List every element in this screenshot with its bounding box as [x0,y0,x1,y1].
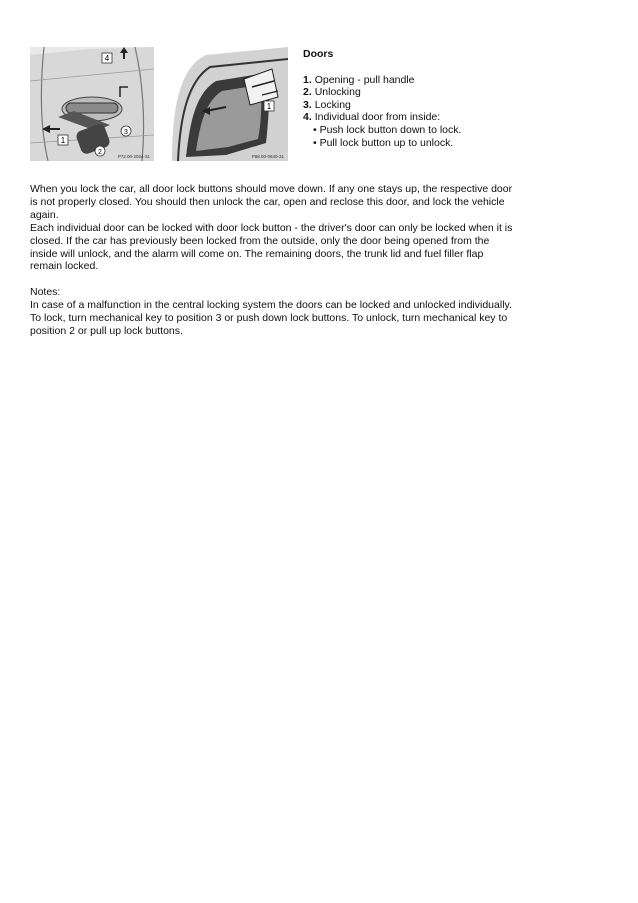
caption-subitem: • Pull lock button up to unlock. [313,136,454,149]
callout-1-interior: 1 [266,102,272,111]
figure-caption [303,48,623,149]
caption-item [303,99,623,112]
caption-title: Doors [303,48,334,60]
caption-item [303,74,623,87]
item-number: 3. [303,98,312,111]
caption-item [303,111,623,124]
figure-code: P72.00-2024-31 [117,154,150,159]
paragraph-malfunction: In case of a malfunction in the central locking system the doors can be locked and unlocked individually. To lock, turn mechanical key to position 3 or push down lock buttons. To unlock, turn mechanical key to position 2 or pull up lock buttons. [30,299,512,338]
item-number: 4. [303,111,312,124]
interior-door-handle-figure [166,47,288,161]
item-number: 1. [303,73,312,86]
caption-item [303,86,623,99]
callout-3: 3 [124,129,128,136]
caption-subitem: • Push lock button down to lock. [313,123,462,136]
callout-1: 1 [60,136,66,145]
figure-code-interior: P88.00-0640-31 [251,154,284,159]
item-text: Unlocking [314,86,361,99]
exterior-door-handle-figure [30,47,154,161]
item-number: 2. [303,86,312,99]
item-text: Locking [314,98,351,111]
paragraph-lock-buttons: When you lock the car, all door lock buttons should move down. If any one stays up, the respective door is not properly closed. You should then unlock the car, open and reclose this door, and lock the vehicle again. [30,183,513,221]
callout-2: 2 [98,149,102,156]
callout-4: 4 [104,54,110,63]
body-text [30,183,514,338]
item-text: Individual door from inside: [314,111,441,124]
paragraph-individual-door: Each individual door can be locked with door lock button - the driver's door can only be locked when it is closed. If the car has previously been locked from the outside, only the door being opened from the inside will unlock, and the alarm will come on. The remaining doors, the trunk lid and fuel filler flap remain locked. [30,221,513,273]
item-text: Opening - pull handle [314,73,415,86]
notes-heading: Notes: [30,286,61,299]
